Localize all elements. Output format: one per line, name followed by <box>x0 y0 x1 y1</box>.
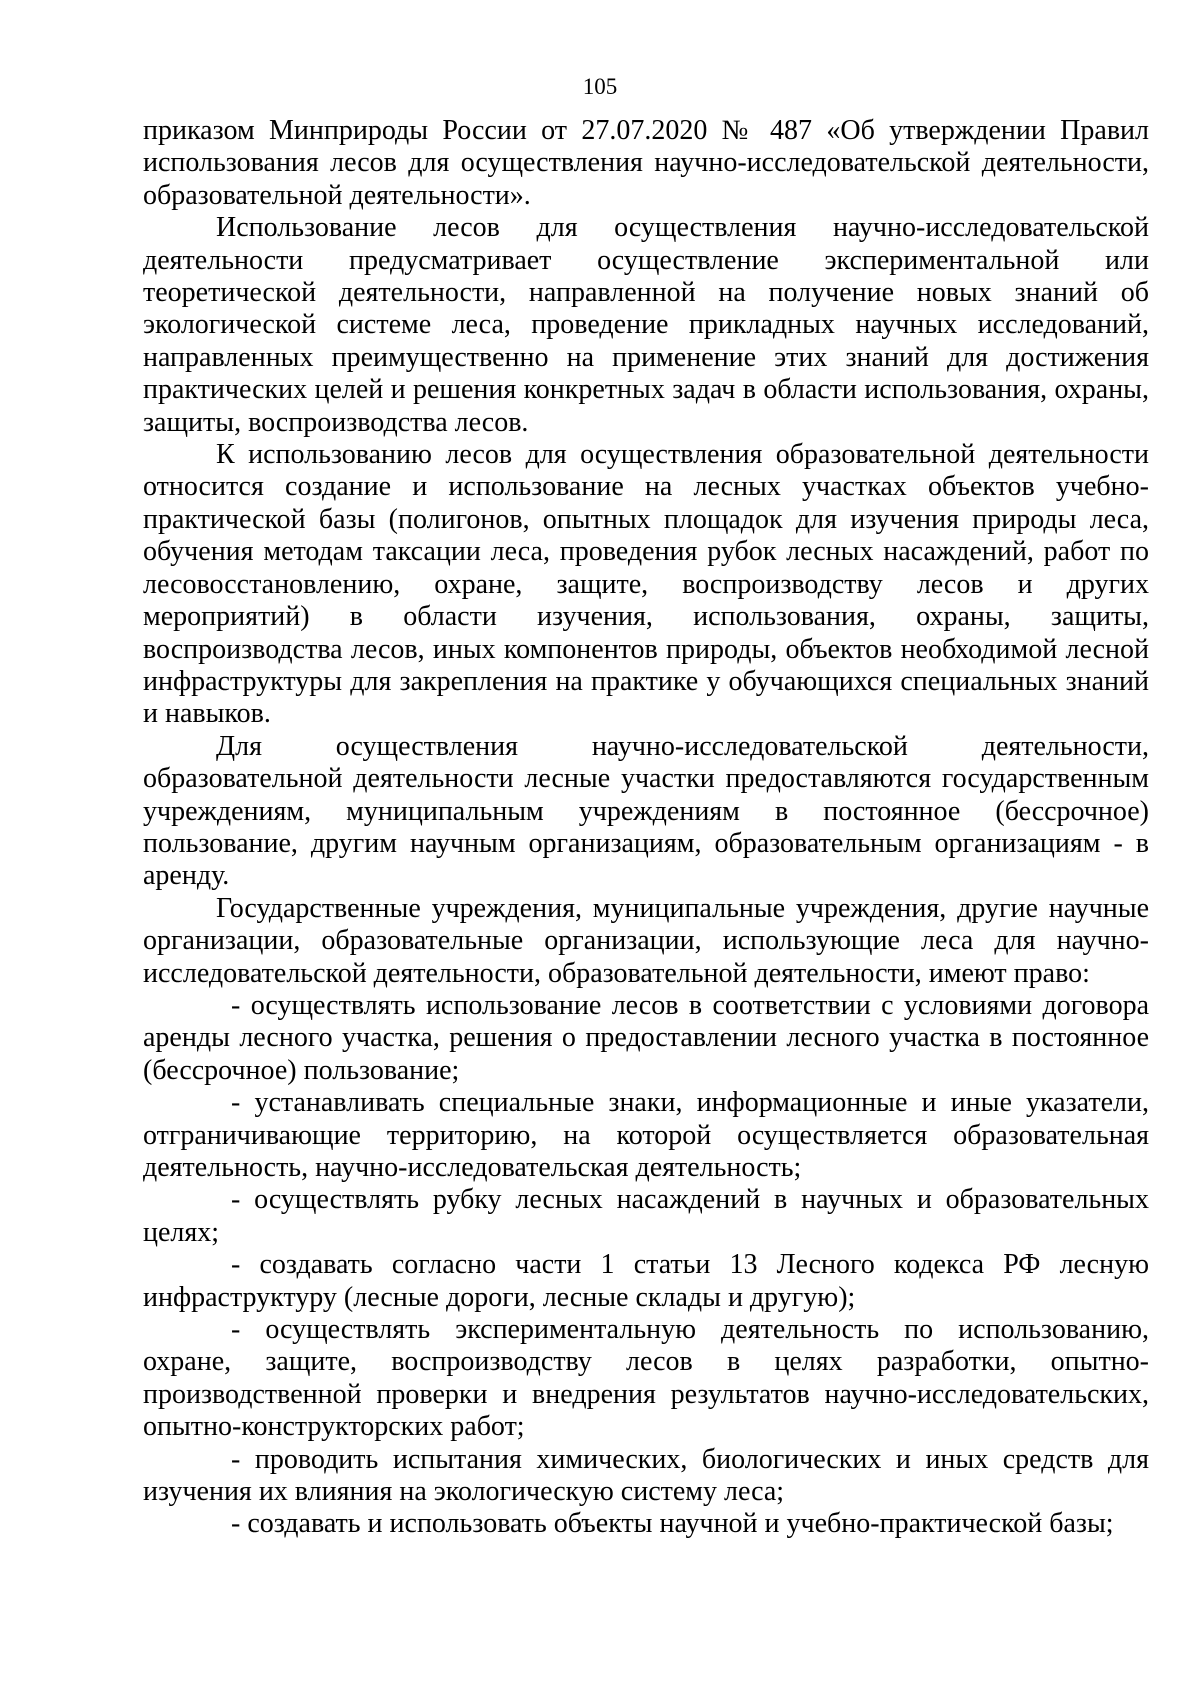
list-item: - осуществлять рубку лесных насаждений в научных и образовательных целях; <box>143 1184 1149 1248</box>
list-item: - проводить испытания химических, биологических и иных средств для изучения их влияния на экологическую систему леса; <box>143 1443 1149 1508</box>
paragraph-order-reference: приказом Минприроды России от 27.07.2020 № 487 «Об утверждении Правил использования лесов для осуществления научно-исследовательской деятельности, образовательной деятельности». <box>143 115 1149 211</box>
document-body <box>143 115 1149 1541</box>
list-item: - осуществлять использование лесов в соответствии с условиями договора аренды лесного участка, решения о предоставлении лесного участка в постоянное (бессрочное) пользование; <box>143 989 1149 1086</box>
paragraph-educational-use: К использованию лесов для осуществления образовательной деятельности относится создание и использование на лесных участках объектов учебно-практической базы (полигонов, опытных площадок для изучения природы леса, обучения методам таксации леса, проведения рубок лесных насаждений, работ по лесовосстановлению, охране, защите, воспроизводству лесов и других мероприятий) в области изучения, использования, охраны, защиты, воспроизводства лесов, иных компонентов природы, объектов необходимой лесной инфраструктуры для закрепления на практике у обучающихся специальных знаний и навыков. <box>143 439 1149 730</box>
list-item: - создавать и использовать объекты научной и учебно-практической базы; <box>231 1508 1114 1540</box>
paragraph-land-provision: Для осуществления научно-исследовательской деятельности, образовательной деятельности лесные участки предоставляются государственным учреждениям, муниципальным учреждениям в постоянное (бессрочное) пользование, другим научным организациям, образовательным организациям - в аренду. <box>143 730 1149 892</box>
list-item: - осуществлять экспериментальную деятельность по использованию, охране, защите, воспроизводству лесов в целях разработки, опытно-производственной проверки и внедрения результатов научно-исследовательских, опытно-конструкторских работ; <box>143 1314 1149 1443</box>
paragraph-research-use: Использование лесов для осуществления научно-исследовательской деятельности предусматривает осуществление экспериментальной или теоретической деятельности, направленной на получение новых знаний об экологической системе леса, проведение прикладных научных исследований, направленных преимущественно на применение этих знаний для достижения практических целей и решения конкретных задач в области использования, охраны, защиты, воспроизводства лесов. <box>143 212 1149 438</box>
list-item: - устанавливать специальные знаки, информационные и иные указатели, отграничивающие территорию, на которой осуществляется образовательная деятельность, научно-исследовательская деятельность; <box>143 1087 1149 1183</box>
page-number: 105 <box>582 74 618 99</box>
list-item: - создавать согласно части 1 статьи 13 Лесного кодекса РФ лесную инфраструктуру (лесные дороги, лесные склады и другую); <box>143 1249 1149 1313</box>
paragraph-rights-intro: Государственные учреждения, муниципальные учреждения, другие научные организации, образовательные организации, использующие леса для научно-исследовательской деятельности, образовательной деятельности, имеют право: <box>143 892 1149 989</box>
